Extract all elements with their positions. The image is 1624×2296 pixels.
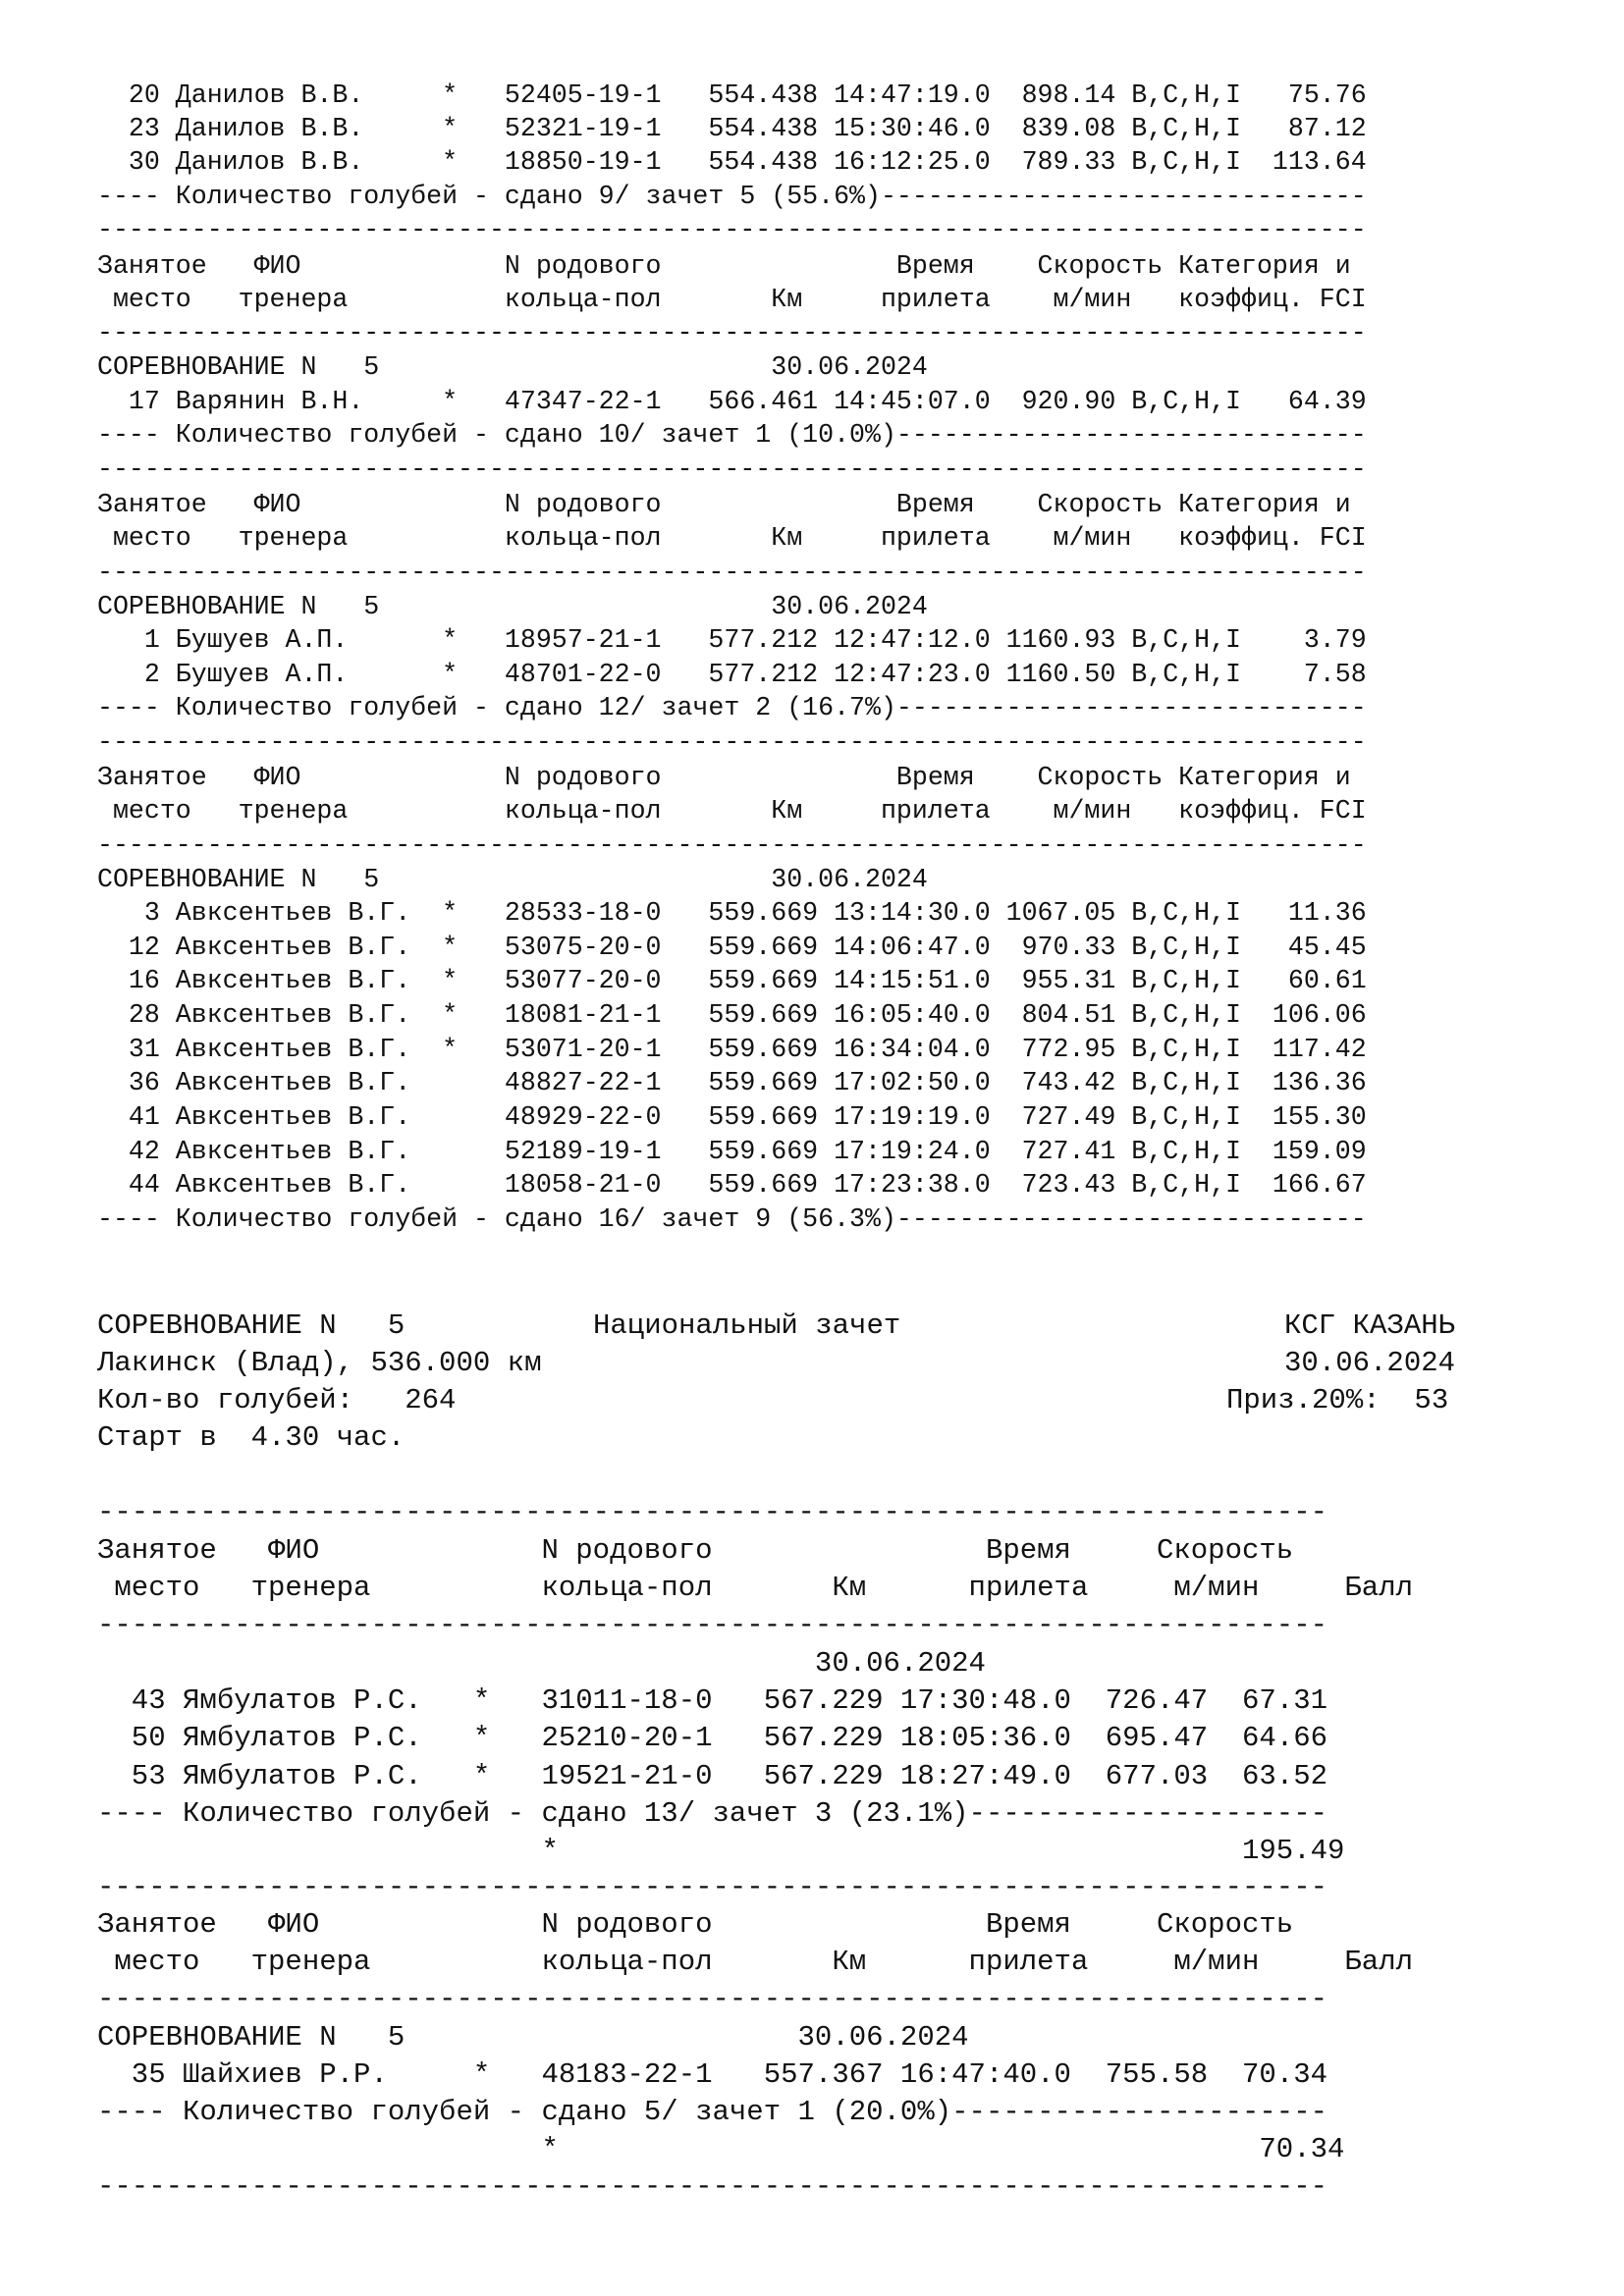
- separator-line: ------------------------------------------------------------------------: [97, 1983, 1328, 2015]
- result-row: 43 Ямбулатов Р.С. * 31011-18-0 567.229 17:30:48.0 726.47 67.31: [97, 1684, 1328, 1717]
- separator-line: ---------------------------------------------------------------------------------: [97, 215, 1367, 244]
- result-row: 16 Авксентьев В.Г. * 53077-20-0 559.669 14:15:51.0 955.31 B,C,H,I 60.61: [97, 966, 1367, 995]
- result-row: 53 Ямбулатов Р.С. * 19521-21-0 567.229 18:27:49.0 677.03 63.52: [97, 1760, 1328, 1792]
- start-time: Старт в 4.30 час.: [97, 1421, 406, 1454]
- separator-line: ---------------------------------------------------------------------------------: [97, 454, 1367, 484]
- separator-line: ---------------------------------------------------------------------------------: [97, 830, 1367, 860]
- competition-date-line: СОРЕВНОВАНИЕ N 5 30.06.2024: [97, 352, 928, 382]
- result-row: 28 Авксентьев В.Г. * 18081-21-1 559.669 16:05:40.0 804.51 B,C,H,I 106.06: [97, 1000, 1367, 1030]
- date-line: 30.06.2024: [97, 1647, 986, 1680]
- result-row: 12 Авксентьев В.Г. * 53075-20-0 559.669 14:06:47.0 970.33 B,C,H,I 45.45: [97, 933, 1367, 962]
- column-header: Занятое ФИО N родового Время Скорость: [97, 1534, 1294, 1567]
- count-summary: ---- Количество голубей - сдано 12/ зачет 2 (16.7%)------------------------------: [97, 693, 1367, 722]
- separator-line: ---------------------------------------------------------------------------------: [97, 727, 1367, 757]
- result-row: 3 Авксентьев В.Г. * 28533-18-0 559.669 13:14:30.0 1067.05 B,C,H,I 11.36: [97, 898, 1367, 928]
- result-row: 17 Варянин В.Н. * 47347-22-1 566.461 14:45:07.0 920.90 B,C,H,I 64.39: [97, 387, 1367, 416]
- result-row: 36 Авксентьев В.Г. 48827-22-1 559.669 17:02:50.0 743.42 B,C,H,I 136.36: [97, 1068, 1367, 1097]
- result-row: 41 Авксентьев В.Г. 48929-22-0 559.669 17:19:19.0 727.49 B,C,H,I 155.30: [97, 1102, 1367, 1132]
- competition-number: СОРЕВНОВАНИЕ N 5: [97, 1309, 406, 1342]
- result-row: 1 Бушуев А.П. * 18957-21-1 577.212 12:47:12.0 1160.93 B,C,H,I 3.79: [97, 625, 1367, 655]
- column-header: Занятое ФИО N родового Время Скорость Категория и: [97, 251, 1351, 281]
- route-distance: Лакинск (Влад), 536.000 км: [97, 1347, 542, 1379]
- result-row: 42 Авксентьев В.Г. 52189-19-1 559.669 17:19:24.0 727.41 B,C,H,I 159.09: [97, 1137, 1367, 1166]
- result-row: 2 Бушуев А.П. * 48701-22-0 577.212 12:47:23.0 1160.50 B,C,H,I 7.58: [97, 660, 1367, 689]
- competition-date-line: СОРЕВНОВАНИЕ N 5 30.06.2024: [97, 592, 928, 621]
- club-name: КСГ КАЗАНЬ: [1284, 1309, 1456, 1342]
- points-total: * 195.49: [97, 1835, 1345, 1867]
- pigeon-count: Кол-во голубей: 264: [97, 1384, 457, 1416]
- column-header: место тренера кольца-пол Км прилета м/мин Балл: [97, 1946, 1414, 1978]
- count-summary: ---- Количество голубей - сдано 9/ зачет 5 (55.6%)-------------------------------: [97, 182, 1367, 211]
- separator-line: ------------------------------------------------------------------------: [97, 1496, 1328, 1528]
- column-header: место тренера кольца-пол Км прилета м/мин коэффиц. FCI: [97, 796, 1367, 826]
- separator-line: ------------------------------------------------------------------------: [97, 1871, 1328, 1903]
- count-summary: ---- Количество голубей - сдано 5/ зачет 1 (20.0%)----------------------: [97, 2096, 1328, 2128]
- column-header: место тренера кольца-пол Км прилета м/мин Балл: [97, 1572, 1414, 1604]
- column-header: Занятое ФИО N родового Время Скорость Категория и: [97, 763, 1351, 792]
- result-row: 30 Данилов В.В. * 18850-19-1 554.438 16:12:25.0 789.33 B,C,H,I 113.64: [97, 147, 1367, 177]
- separator-line: ------------------------------------------------------------------------: [97, 2170, 1328, 2203]
- separator-line: ---------------------------------------------------------------------------------: [97, 318, 1367, 347]
- report-title: Национальный зачет: [593, 1309, 901, 1342]
- competition-date-line: СОРЕВНОВАНИЕ N 5 30.06.2024: [97, 2021, 969, 2054]
- column-header: место тренера кольца-пол Км прилета м/мин коэффиц. FCI: [97, 285, 1367, 314]
- result-row: 31 Авксентьев В.Г. * 53071-20-1 559.669 16:34:04.0 772.95 B,C,H,I 117.42: [97, 1035, 1367, 1064]
- column-header: место тренера кольца-пол Км прилета м/мин коэффиц. FCI: [97, 523, 1367, 553]
- result-row: 44 Авксентьев В.Г. 18058-21-0 559.669 17:23:38.0 723.43 B,C,H,I 166.67: [97, 1170, 1367, 1200]
- points-total: * 70.34: [97, 2133, 1345, 2165]
- prize-count: Приз.20%: 53: [1226, 1384, 1449, 1416]
- report-date: 30.06.2024: [1284, 1347, 1456, 1379]
- count-summary: ---- Количество голубей - сдано 10/ зачет 1 (10.0%)------------------------------: [97, 420, 1367, 450]
- result-row: 20 Данилов В.В. * 52405-19-1 554.438 14:47:19.0 898.14 B,C,H,I 75.76: [97, 80, 1367, 110]
- result-row: 23 Данилов В.В. * 52321-19-1 554.438 15:30:46.0 839.08 B,C,H,I 87.12: [97, 114, 1367, 143]
- competition-date-line: СОРЕВНОВАНИЕ N 5 30.06.2024: [97, 865, 928, 894]
- result-row: 50 Ямбулатов Р.С. * 25210-20-1 567.229 18:05:36.0 695.47 64.66: [97, 1722, 1328, 1754]
- separator-line: ---------------------------------------------------------------------------------: [97, 558, 1367, 587]
- count-summary: ---- Количество голубей - сдано 13/ зачет 3 (23.1%)---------------------: [97, 1797, 1328, 1830]
- result-row: 35 Шайхиев Р.Р. * 48183-22-1 557.367 16:47:40.0 755.58 70.34: [97, 2058, 1328, 2091]
- column-header: Занятое ФИО N родового Время Скорость: [97, 1908, 1294, 1941]
- count-summary: ---- Количество голубей - сдано 16/ зачет 9 (56.3%)------------------------------: [97, 1204, 1367, 1234]
- separator-line: ------------------------------------------------------------------------: [97, 1609, 1328, 1641]
- column-header: Занятое ФИО N родового Время Скорость Категория и: [97, 490, 1351, 519]
